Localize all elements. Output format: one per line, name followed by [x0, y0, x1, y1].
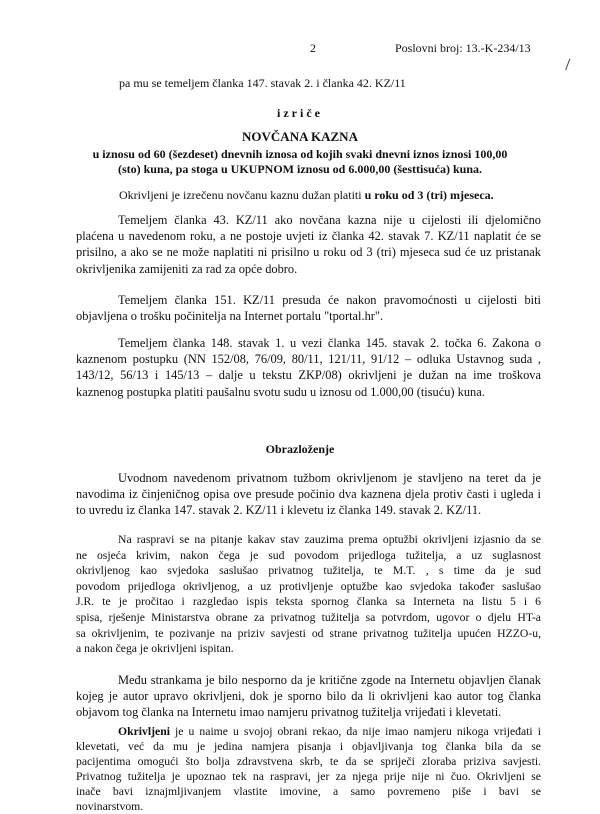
intro-line: pa mu se temeljem članka 147. stavak 2. i članka 42. KZ/11: [119, 76, 406, 90]
text-line: povodom prijedloga okrivljenog, a uz protivljenje optužbe kao svjedoka također saslušao: [76, 579, 541, 593]
text-line: inače bavi iznajmljivanjem vlastite imovine, a samo povremeno piše i bavi se: [76, 785, 541, 798]
text-line: J.R. te je pročitao i razgledao ispis teksta spornog članka sa Interneta na listu 5 i 6: [76, 595, 541, 609]
text-line: okrivljenika zamijeniti za rad za opće dobro.: [76, 261, 298, 276]
reasoning-paragraph-1: [76, 470, 541, 519]
verdict-word: izriče: [277, 106, 323, 120]
text-line: plaćena u navedenom roku, a ne postoje uvjeti iz članka 42. stavak 7. KZ/11 naplatit će se: [76, 229, 541, 244]
text-line: pacijentima omogući što bolja zdravstvena skrb, te da se spriječi zloraba priziva savjesti.: [76, 755, 541, 768]
text-line: objavom tog članka na Internetu imao namjeru privatnog tužitelja vrijeđati i klevetati.: [76, 705, 502, 720]
margin-mark: [565, 58, 579, 73]
lead-rest: je u naime u svojoj obrani rekao, da nije imao namjeru nikoga vrijeđati i: [169, 725, 541, 738]
text-line: 143/12, 56/13 i 145/13 – dalje u tekstu ZKP/08) okrivljeni je dužan na ime troškova: [76, 368, 541, 383]
text-line: kojeg je autor upravo okrivljeni, dok je sporno bilo da li okrivljeni kao autor tog članka: [76, 689, 541, 704]
text-line: a nakon čega je okrivljeni ispitan.: [76, 642, 234, 656]
penalty-title: NOVČANA KAZNA: [242, 129, 358, 144]
text-line: Temeljem članka 151. KZ/11 presuda će nakon pravomoćnosti u cijelosti biti: [118, 293, 541, 307]
paragraph-article-151: [76, 292, 541, 324]
text-line: prisilno, a ako se ne može naplatiti ni prisilno u roku od 3 (tri) mjeseca sud će uz pristanak: [76, 245, 541, 260]
reasoning-paragraph-4: [76, 724, 541, 814]
text-line: okrivljenog kao svjedoka saslušao privatnog tužitelja, te M.T. , s time da je sud: [76, 564, 541, 578]
defendant-bold: Okrivljeni: [118, 725, 170, 738]
text-line: novinarstvom.: [76, 800, 144, 813]
text-line: [76, 724, 541, 739]
reasoning-heading: Obrazloženje: [265, 442, 335, 456]
case-number: Poslovni broj: 13.-K-234/13: [395, 41, 531, 55]
text-line: kaznenog postupka platiti paušalnu svotu sudu u iznosu od 1.000,00 (tisuću) kuna.: [76, 384, 485, 399]
text-line: navodima iz činjeničnog opisa ove presude počinio dva kaznena djela protiv časti i ugleda i: [76, 487, 541, 502]
text-line: Temeljem članka 148. stavak 1. u vezi članka 145. stavak 2. točka 6. Zakona o: [118, 336, 541, 350]
text-line: to uvredu iz članka 147. stavak 2. KZ/11 i klevetu iz članka 149. stavak 2. KZ/11.: [76, 503, 482, 518]
text-line: spisa, rješenje Ministarstva obrane za privatnog tužitelja sa potvrdom, ugovor o djelu HT-a: [76, 610, 541, 624]
text-line: Uvodnom navedenom privatnom tužbom okrivljenom je stavljeno na teret da je: [118, 471, 541, 485]
paragraph-article-148: [76, 335, 541, 400]
text-line: Među strankama je bilo nesporno da je kritične zgode na Internetu objavljen članak: [118, 673, 541, 687]
text-line: ne osjeća krivim, nakon čega je sud povodom prijedloga tužitelja, a uz suglasnost: [76, 548, 541, 562]
reasoning-paragraph-2: [76, 532, 541, 657]
paragraph-article-43: [76, 212, 541, 277]
text-line: Privatnog tužitelja je upoznao tek na raspravi, jer za njega prije nije ni čuo. Okrivljeni se: [76, 770, 541, 783]
penalty-line-1: u iznosu od 60 (šezdeset) dnevnih iznosa od kojih svaki dnevni iznos iznosi 100,00: [92, 147, 508, 161]
payment-deadline: u roku od 3 (tri) mjeseca.: [364, 188, 494, 202]
text-line: Temeljem članka 43. KZ/11 ako novčana kazna nije u cijelosti ili djelomično: [118, 213, 541, 227]
payment-sentence: [119, 187, 494, 203]
text-line: sa okrivljenim, te pozivanje na priziv savjesti od strane privatnog tužitelja upućen HZZO-u,: [76, 626, 541, 640]
text-line: objavljena o trošku počinitelja na Internet portalu "tportal.hr".: [76, 309, 384, 324]
page-number: 2: [310, 41, 316, 55]
reasoning-paragraph-3: [76, 672, 541, 721]
text-line: klevetati, već da mu je jedina namjera pisanja i objavljivanja tog članka bila da se: [76, 740, 541, 753]
text-line: kaznenom postupku (NN 152/08, 76/09, 80/11, 121/11, 91/12 – odluka Ustavnog suda ,: [76, 352, 541, 367]
payment-text: Okrivljeni je izrečenu novčanu kaznu dužan platiti: [119, 188, 365, 202]
text-line: Na raspravi se na pitanje kakav stav zauzima prema optužbi okrivljeni izjasnio da se: [118, 533, 541, 546]
penalty-line-2: (sto) kuna, pa stoga u UKUPNOM iznosu od 6.000,00 (šesttisuća) kuna.: [117, 162, 483, 176]
